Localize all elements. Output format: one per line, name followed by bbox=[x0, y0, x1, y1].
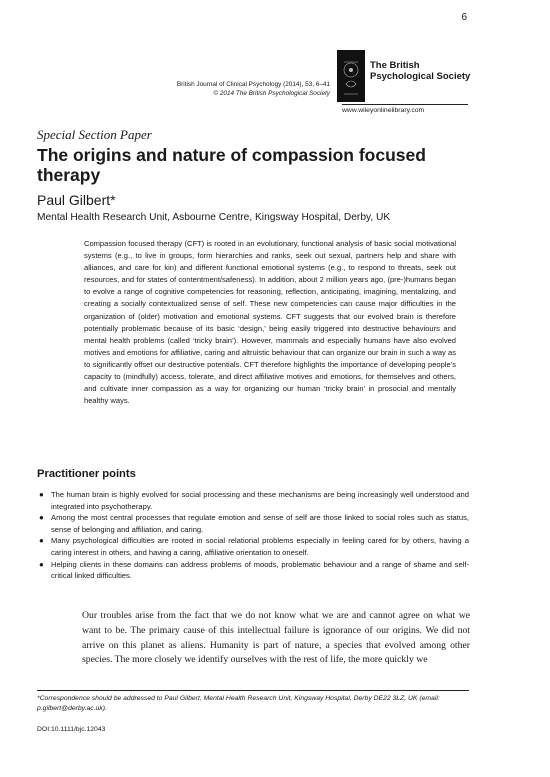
publisher-name-line2: Psychological Society bbox=[370, 71, 471, 82]
publisher-name bbox=[370, 60, 470, 82]
author-affiliation: Mental Health Research Unit, Asbourne Centre, Kingsway Hospital, Derby, UK bbox=[37, 212, 391, 223]
publisher-name-line1: The British bbox=[370, 60, 420, 71]
footnote-rule bbox=[37, 690, 469, 691]
abstract: Compassion focused therapy (CFT) is rooted in an evolutionary, functional analysis of basic social motivational systems (e.g., to live in groups, form hierarchies and ranks, seek out sexual, partners help and share with alliances, and care for kin) and different functional emotional systems (e.g., to respond to threats, seek out resources, and for states of contentment/safeness). In addition, about 2 million years ago, (pre-)humans began to evolve a range of cognitive competencies for reasoning, reflection, anticipating, imagining, mentalizing, and creating a socially contextualized sense of self. These new competencies can cause major difficulties in the organization of (older) motivation and emotional systems. CFT suggests that our evolved brain is therefore potentially problematic because of its basic ‘design,’ being easily triggered into destructive behaviours and mental health problems (called ‘tricky brain’). However, mammals and especially humans have also evolved motives and emotions for affiliative, caring and altruistic behaviour that can organize our brain in such a way as to significantly offset our destructive potentials. CFT therefore highlights the importance of developing people’s capacity to (mindfully) access, tolerate, and direct affiliative motives and emotions, for themselves and others, and cultivate inner compassion as a way for organizing our human ‘tricky brain’ in prosocial and mentally healthy ways. bbox=[84, 239, 456, 406]
bps-logo-icon bbox=[337, 50, 365, 102]
doi[interactable]: DOI:10.1111/bjc.12043 bbox=[37, 726, 106, 733]
body-paragraph: Our troubles arise from the fact that we do not know what we are and cannot agree on what we want to be. The primary cause of this intellectual failure is ignorance of our origins. We did not arrive on this planet as aliens. Humanity is part of nature, a species that evolved among other species. The more closely we identify ourselves with the rest of life, the more quickly we bbox=[82, 610, 470, 666]
list-item bbox=[37, 535, 469, 558]
list-item-text: The human brain is highly evolved for social processing and these mechanisms are being increasingly well understood and integrated into psychotherapy. bbox=[51, 490, 469, 511]
section-label: Special Section Paper bbox=[37, 127, 152, 142]
list-item-text: Many psychological difficulties are rooted in social relational problems especially in feeling cared for by others, having a caring interest in others, and having a caring, affiliative orientation to oneself. bbox=[51, 536, 469, 557]
list-item bbox=[37, 489, 469, 512]
practitioner-points-list bbox=[37, 489, 469, 582]
correspondence-footnote: *Correspondence should be addressed to Paul Gilbert, Mental Health Research Unit, Kingsway Hospital, Derby DE22 3LZ, UK (email: p.gilbert@derby.ac.uk). bbox=[37, 695, 440, 712]
article-title: The origins and nature of compassion focused therapy bbox=[37, 145, 426, 185]
publisher-website[interactable]: www.wileyonlinelibrary.com bbox=[342, 107, 425, 114]
bullet-icon: ● bbox=[39, 513, 44, 523]
page-number: 6 bbox=[461, 12, 467, 23]
header-rule bbox=[342, 104, 468, 105]
journal-citation: British Journal of Clinical Psychology (2014), 53, 6–41 bbox=[176, 81, 330, 88]
bullet-icon: ● bbox=[39, 536, 44, 546]
practitioner-points-heading: Practitioner points bbox=[37, 468, 136, 480]
journal-info bbox=[177, 80, 330, 98]
bullet-icon: ● bbox=[39, 559, 44, 569]
list-item bbox=[37, 512, 469, 535]
list-item-text: Helping clients in these domains can address problems of moods, problematic behaviour and a range of shame and self-critical linked difficulties. bbox=[51, 559, 469, 581]
author-name: Paul Gilbert* bbox=[37, 192, 116, 208]
bullet-icon: ● bbox=[39, 490, 44, 499]
list-item-text: Among the most central processes that regulate emotion and sense of self are those linked to social roles such as status, sense of belonging and affiliation, and caring. bbox=[51, 513, 469, 534]
list-item bbox=[37, 559, 469, 582]
journal-copyright: © 2014 The British Psychological Society bbox=[213, 90, 330, 97]
